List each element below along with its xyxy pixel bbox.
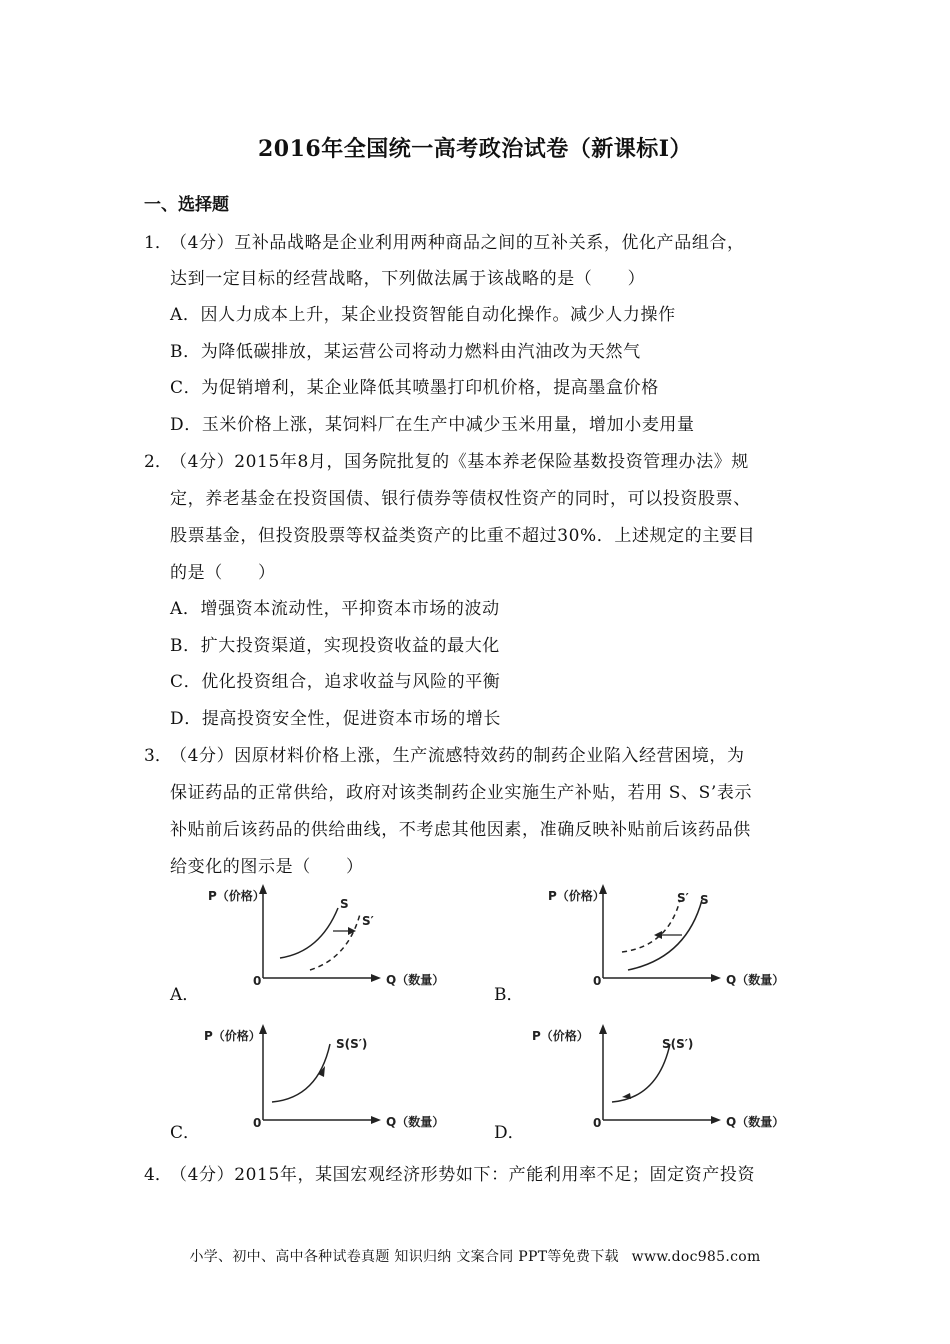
question-text-line: 给变化的图示是（ ） <box>170 857 364 877</box>
question-text-line: 达到一定目标的经营战略，下列做法属于该战略的是（ ） <box>170 269 646 289</box>
question-text-line: 股票基金，但投资股票等权益类资产的比重不超过30%．上述规定的主要目 <box>170 526 756 546</box>
supply-graph-c <box>200 1020 460 1135</box>
supply-graph-b <box>540 880 800 995</box>
answer-option: B．为降低碳排放，某运营公司将动力燃料由汽油改为天然气 <box>170 342 641 362</box>
page-title: 2016年全国统一高考政治试卷（新课标Ⅰ） <box>257 136 693 162</box>
x-axis-label: Q（数量） <box>726 1115 785 1129</box>
x-axis-label: Q（数量） <box>386 973 445 987</box>
graph-option-label: A． <box>170 985 200 1005</box>
supply-curve-s <box>280 908 338 958</box>
answer-option: C．优化投资组合，追求收益与风险的平衡 <box>170 672 501 692</box>
question-text-line: 保证药品的正常供给，政府对该类制药企业实施生产补贴，若用 S、S’表示 <box>170 783 753 803</box>
curve-label: S′ <box>677 891 689 905</box>
question-number: 3． <box>144 746 172 766</box>
curve-label: S(S′) <box>336 1037 368 1051</box>
y-axis-label: P（价格） <box>208 889 265 903</box>
curve-label: S <box>700 893 709 907</box>
origin-label: 0 <box>253 974 262 988</box>
supply-curve-s-prime <box>622 900 680 952</box>
question-text-line: 的是（ ） <box>170 563 276 583</box>
question-number: 1． <box>144 233 172 253</box>
answer-option: B．扩大投资渠道，实现投资收益的最大化 <box>170 636 500 656</box>
supply-curve-s-prime <box>310 914 360 970</box>
footer-link[interactable]: www.doc985.com <box>631 1249 761 1265</box>
question-text-line: （4分）因原材料价格上涨，生产流感特效药的制药企业陷入经营困境，为 <box>170 746 745 766</box>
question-text-line: 定，养老基金在投资国债、银行债券等债权性资产的同时，可以投资股票、 <box>170 489 751 509</box>
answer-option: D．玉米价格上涨，某饲料厂在生产中减少玉米用量，增加小麦用量 <box>170 415 695 435</box>
question-text-line: （4分）2015年8月，国务院批复的《基本养老保险基数投资管理办法》规 <box>170 452 749 472</box>
y-axis-label: P（价格） <box>548 889 605 903</box>
question-text-line: 补贴前后该药品的供给曲线，不考虑其他因素，准确反映补贴前后该药品供 <box>170 820 751 840</box>
section-heading: 一、选择题 <box>144 195 229 215</box>
curve-label: S(S′) <box>662 1037 694 1051</box>
origin-label: 0 <box>593 1116 602 1130</box>
supply-graph-d <box>532 1020 800 1135</box>
question-number: 2． <box>144 452 172 472</box>
curve-label: S <box>340 897 349 911</box>
supply-graph-a <box>200 880 460 995</box>
curve-label: S′ <box>362 914 374 928</box>
y-axis-label: P（价格） <box>204 1029 261 1043</box>
answer-option: A．因人力成本上升，某企业投资智能自动化操作。减少人力操作 <box>170 305 676 325</box>
supply-curve-s <box>612 1044 670 1102</box>
origin-label: 0 <box>253 1116 262 1130</box>
graph-option-label: B． <box>494 985 524 1005</box>
page-footer <box>0 1246 950 1266</box>
graph-option-label: C． <box>170 1123 201 1143</box>
graph-option-label: D． <box>494 1123 525 1143</box>
x-axis-label: Q（数量） <box>726 973 785 987</box>
question-number: 4． <box>144 1165 172 1185</box>
origin-label: 0 <box>593 974 602 988</box>
question-text-line: （4分）互补品战略是企业利用两种商品之间的互补关系，优化产品组合， <box>170 233 745 253</box>
answer-option: A．增强资本流动性，平抑资本市场的波动 <box>170 599 500 619</box>
y-axis-label: P（价格） <box>532 1029 589 1043</box>
question-text-line: （4分）2015年，某国宏观经济形势如下：产能利用率不足；固定资产投资 <box>170 1165 756 1185</box>
x-axis-label: Q（数量） <box>386 1115 445 1129</box>
answer-option: D．提高投资安全性，促进资本市场的增长 <box>170 709 502 729</box>
answer-option: C．为促销增利，某企业降低其喷墨打印机价格，提高墨盒价格 <box>170 378 659 398</box>
footer-text: 小学、初中、高中各种试卷真题 知识归纳 文案合同 PPT等免费下载 <box>189 1249 619 1265</box>
